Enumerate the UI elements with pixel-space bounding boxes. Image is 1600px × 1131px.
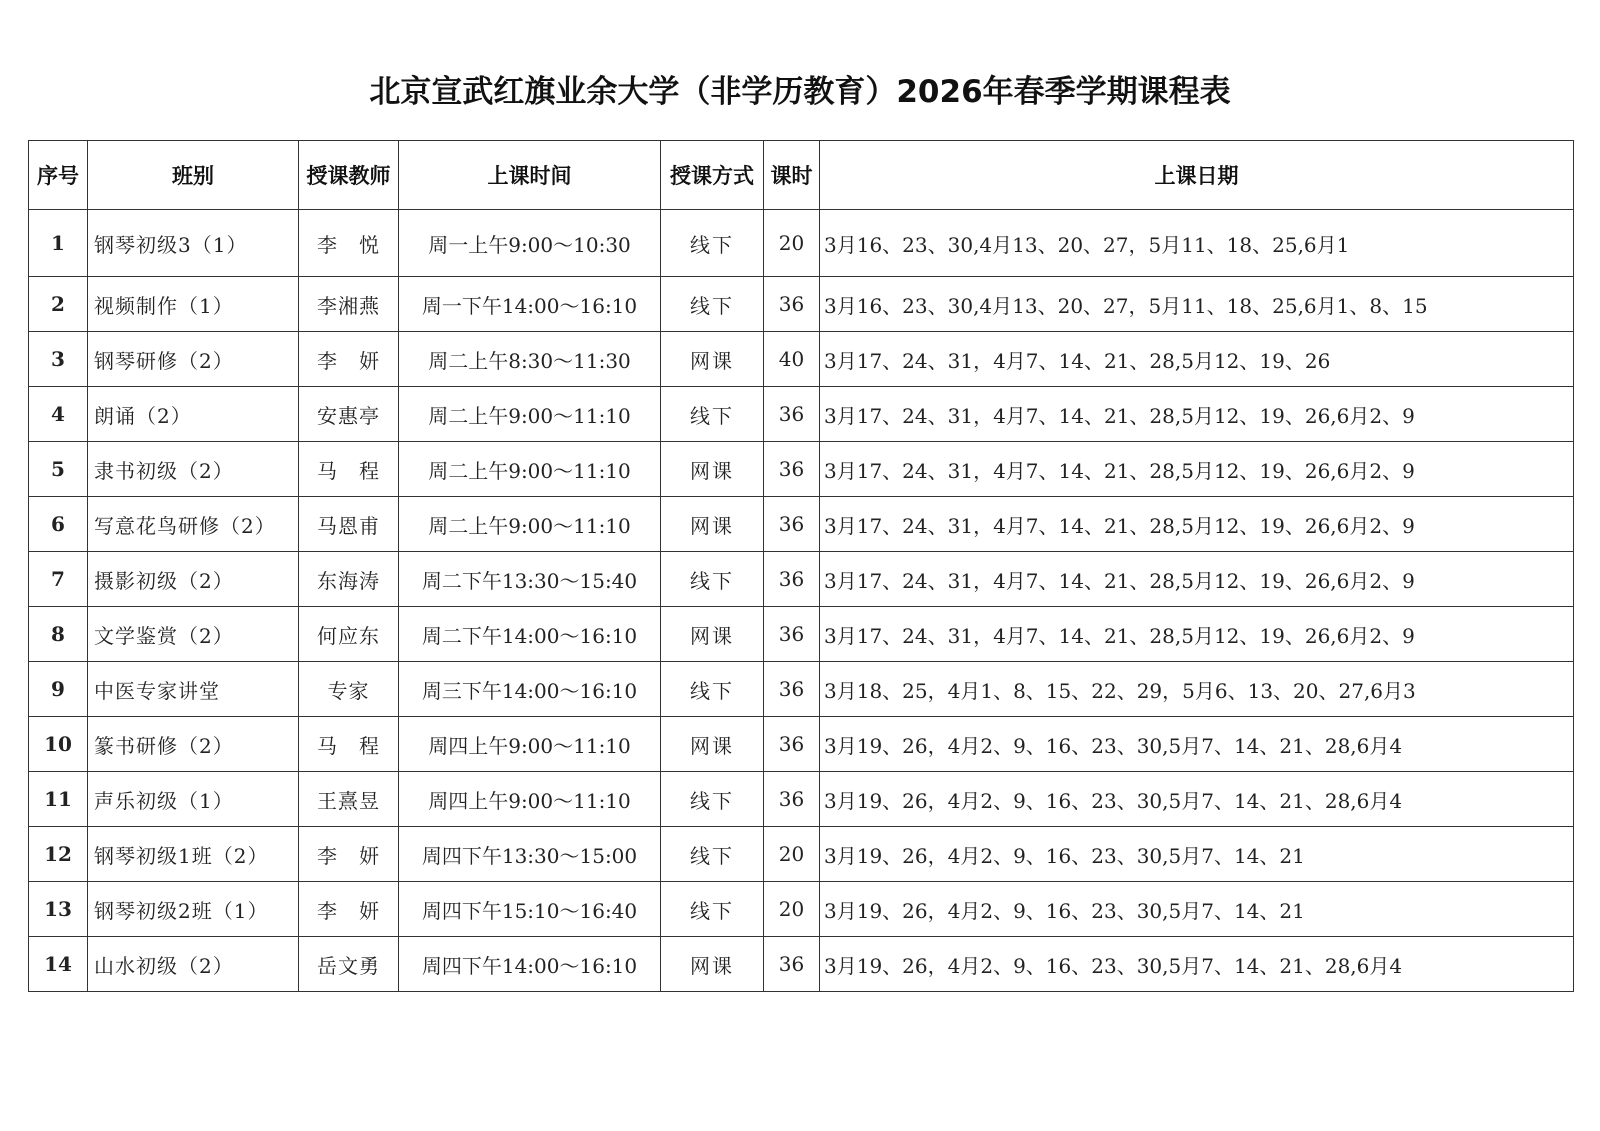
class-hours: 36 [764, 772, 820, 827]
header-time: 上课时间 [399, 141, 661, 210]
class-dates: 3月17、24、31，4月7、14、21、28,5月12、19、26,6月2、9 [820, 552, 1574, 607]
class-time: 周一下午14:00～16:10 [399, 277, 661, 332]
teacher-name: 李 妍 [299, 827, 399, 882]
class-name: 钢琴初级3（1） [88, 210, 299, 277]
teaching-mode: 线下 [661, 387, 764, 442]
table-row [29, 827, 1574, 882]
teacher-name: 王熹昱 [299, 772, 399, 827]
teacher-name: 岳文勇 [299, 937, 399, 992]
teaching-mode: 网课 [661, 717, 764, 772]
class-name: 文学鉴赏（2） [88, 607, 299, 662]
teaching-mode: 线下 [661, 210, 764, 277]
class-hours: 36 [764, 442, 820, 497]
teacher-name: 安惠亭 [299, 387, 399, 442]
header-teacher: 授课教师 [299, 141, 399, 210]
class-dates: 3月17、24、31，4月7、14、21、28,5月12、19、26,6月2、9 [820, 497, 1574, 552]
class-dates: 3月18、25，4月1、8、15、22、29，5月6、13、20、27,6月3 [820, 662, 1574, 717]
class-dates: 3月17、24、31，4月7、14、21、28,5月12、19、26,6月2、9 [820, 607, 1574, 662]
teacher-name: 马 程 [299, 442, 399, 497]
row-number: 9 [29, 662, 88, 717]
teaching-mode: 网课 [661, 937, 764, 992]
class-dates: 3月16、23、30,4月13、20、27，5月11、18、25,6月1 [820, 210, 1574, 277]
teacher-name: 何应东 [299, 607, 399, 662]
row-number: 4 [29, 387, 88, 442]
row-number: 13 [29, 882, 88, 937]
class-name: 山水初级（2） [88, 937, 299, 992]
teaching-mode: 线下 [661, 827, 764, 882]
teacher-name: 专家 [299, 662, 399, 717]
class-hours: 40 [764, 332, 820, 387]
row-number: 7 [29, 552, 88, 607]
class-name: 声乐初级（1） [88, 772, 299, 827]
table-row [29, 607, 1574, 662]
table-row [29, 552, 1574, 607]
teaching-mode: 线下 [661, 277, 764, 332]
class-name: 摄影初级（2） [88, 552, 299, 607]
class-name: 写意花鸟研修（2） [88, 497, 299, 552]
teaching-mode: 线下 [661, 662, 764, 717]
table-row [29, 717, 1574, 772]
class-dates: 3月17、24、31，4月7、14、21、28,5月12、19、26 [820, 332, 1574, 387]
header-dates: 上课日期 [820, 141, 1574, 210]
class-hours: 20 [764, 210, 820, 277]
table-row [29, 662, 1574, 717]
row-number: 3 [29, 332, 88, 387]
teaching-mode: 网课 [661, 607, 764, 662]
teacher-name: 李 妍 [299, 332, 399, 387]
row-number: 1 [29, 210, 88, 277]
row-number: 14 [29, 937, 88, 992]
class-name: 钢琴研修（2） [88, 332, 299, 387]
class-hours: 36 [764, 607, 820, 662]
schedule-table [28, 140, 1574, 992]
class-hours: 36 [764, 552, 820, 607]
class-time: 周四下午13:30～15:00 [399, 827, 661, 882]
teacher-name: 李湘燕 [299, 277, 399, 332]
class-name: 中医专家讲堂 [88, 662, 299, 717]
teaching-mode: 线下 [661, 552, 764, 607]
table-row [29, 882, 1574, 937]
row-number: 11 [29, 772, 88, 827]
table-row [29, 772, 1574, 827]
row-number: 12 [29, 827, 88, 882]
teacher-name: 李 妍 [299, 882, 399, 937]
row-number: 8 [29, 607, 88, 662]
class-time: 周四上午9:00～11:10 [399, 772, 661, 827]
header-class: 班别 [88, 141, 299, 210]
table-row [29, 332, 1574, 387]
class-name: 朗诵（2） [88, 387, 299, 442]
document-title: 北京宣武红旗业余大学（非学历教育）2026年春季学期课程表 [369, 74, 1231, 110]
class-dates: 3月19、26，4月2、9、16、23、30,5月7、14、21 [820, 882, 1574, 937]
class-name: 视频制作（1） [88, 277, 299, 332]
class-name: 钢琴初级1班（2） [88, 827, 299, 882]
table-row [29, 277, 1574, 332]
header-mode: 授课方式 [661, 141, 764, 210]
table-row [29, 442, 1574, 497]
teacher-name: 东海涛 [299, 552, 399, 607]
teaching-mode: 线下 [661, 882, 764, 937]
table-row [29, 387, 1574, 442]
class-time: 周二上午8:30～11:30 [399, 332, 661, 387]
class-time: 周二上午9:00～11:10 [399, 442, 661, 497]
class-hours: 36 [764, 497, 820, 552]
class-hours: 36 [764, 662, 820, 717]
header-no: 序号 [29, 141, 88, 210]
header-hours: 课时 [764, 141, 820, 210]
class-time: 周三下午14:00～16:10 [399, 662, 661, 717]
class-name: 钢琴初级2班（1） [88, 882, 299, 937]
class-time: 周二上午9:00～11:10 [399, 387, 661, 442]
class-hours: 20 [764, 882, 820, 937]
class-hours: 20 [764, 827, 820, 882]
class-time: 周四下午14:00～16:10 [399, 937, 661, 992]
header-row [29, 141, 1574, 210]
table-row [29, 937, 1574, 992]
class-dates: 3月19、26，4月2、9、16、23、30,5月7、14、21、28,6月4 [820, 717, 1574, 772]
teaching-mode: 网课 [661, 442, 764, 497]
teaching-mode: 网课 [661, 332, 764, 387]
class-name: 隶书初级（2） [88, 442, 299, 497]
class-name: 篆书研修（2） [88, 717, 299, 772]
teaching-mode: 网课 [661, 497, 764, 552]
class-hours: 36 [764, 717, 820, 772]
class-time: 周二上午9:00～11:10 [399, 497, 661, 552]
table-row [29, 210, 1574, 277]
row-number: 2 [29, 277, 88, 332]
class-dates: 3月19、26，4月2、9、16、23、30,5月7、14、21、28,6月4 [820, 937, 1574, 992]
class-dates: 3月19、26，4月2、9、16、23、30,5月7、14、21 [820, 827, 1574, 882]
row-number: 6 [29, 497, 88, 552]
teaching-mode: 线下 [661, 772, 764, 827]
class-time: 周一上午9:00～10:30 [399, 210, 661, 277]
class-time: 周二下午14:00～16:10 [399, 607, 661, 662]
teacher-name: 马恩甫 [299, 497, 399, 552]
class-hours: 36 [764, 937, 820, 992]
class-hours: 36 [764, 387, 820, 442]
class-time: 周二下午13:30～15:40 [399, 552, 661, 607]
table-row [29, 497, 1574, 552]
class-dates: 3月16、23、30,4月13、20、27，5月11、18、25,6月1、8、15 [820, 277, 1574, 332]
class-time: 周四上午9:00～11:10 [399, 717, 661, 772]
class-hours: 36 [764, 277, 820, 332]
teacher-name: 李 悦 [299, 210, 399, 277]
class-dates: 3月19、26，4月2、9、16、23、30,5月7、14、21、28,6月4 [820, 772, 1574, 827]
class-dates: 3月17、24、31，4月7、14、21、28,5月12、19、26,6月2、9 [820, 442, 1574, 497]
teacher-name: 马 程 [299, 717, 399, 772]
row-number: 5 [29, 442, 88, 497]
class-dates: 3月17、24、31，4月7、14、21、28,5月12、19、26,6月2、9 [820, 387, 1574, 442]
row-number: 10 [29, 717, 88, 772]
class-time: 周四下午15:10～16:40 [399, 882, 661, 937]
